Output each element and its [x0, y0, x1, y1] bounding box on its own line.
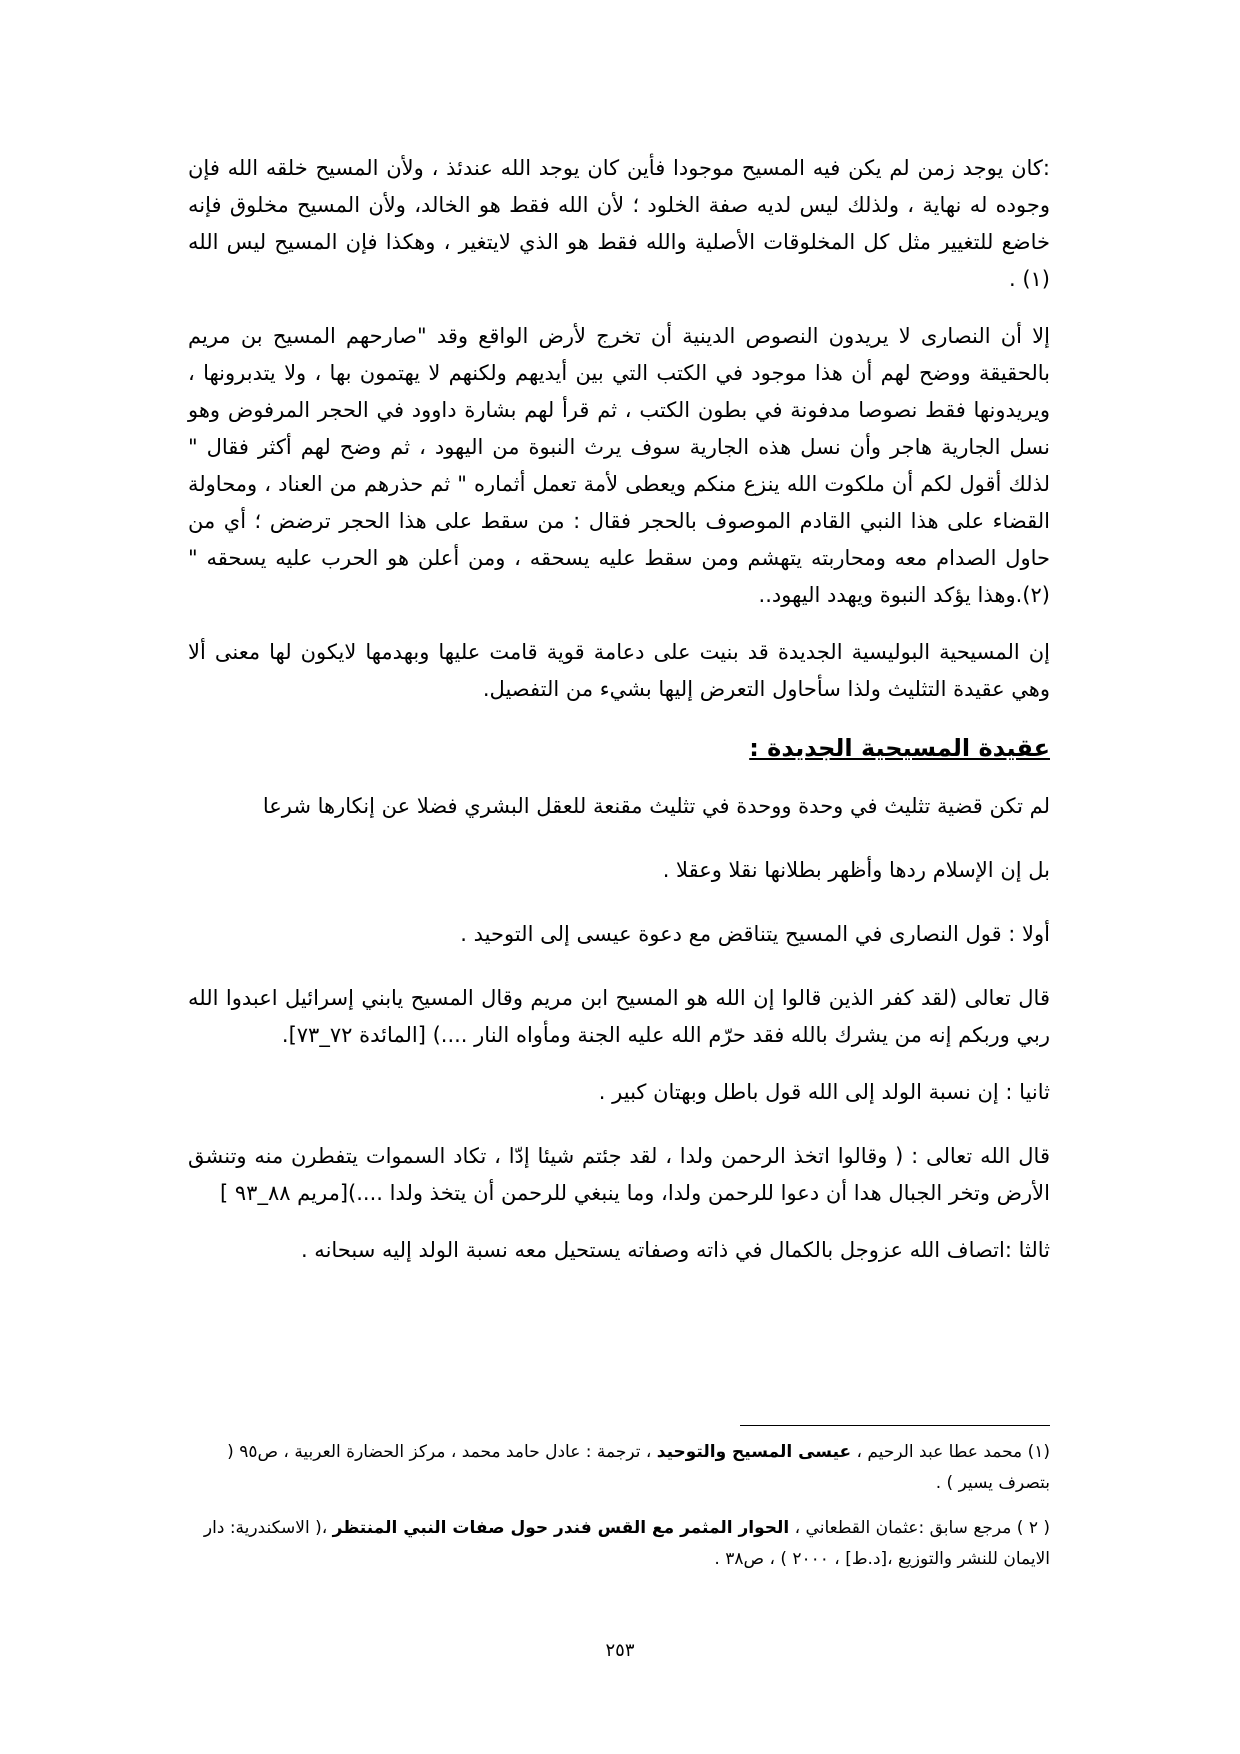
paragraph-5: بل إن الإسلام ردها وأظهر بطلانها نقلا وعقلا . [662, 858, 1050, 882]
main-text [188, 150, 1050, 1289]
footnote-2-author: مرجع سابق :عثمان القطعاني ، [794, 1518, 1012, 1538]
page-number: ٢٥٣ [605, 1640, 635, 1661]
paragraph-7: قال تعالى (لقد كفر الذين قالوا إن الله هو المسيح ابن مريم وقال المسيح يابني إسرائيل اعبدوا الله ربي وربكم إنه من يشرك بالله فقد حرّم الله عليه الجنة ومأواه النار ....) [المائدة ٧٢_٧٣]. [188, 986, 1050, 1047]
footnote-1-rest: ، ترجمة : عادل حامد محمد ، مركز الحضارة العربية ، ص٩٥ ( بتصرف يسير ) . [227, 1442, 1050, 1493]
paragraph-6: أولا : قول النصارى في المسيح يتناقض مع دعوة عيسى إلى التوحيد . [460, 922, 1050, 946]
footnote-1-marker: (١) [1027, 1442, 1050, 1462]
paragraph-1: :كان يوجد زمن لم يكن فيه المسيح موجودا فأين كان يوجد الله عندئذ ، ولأن المسيح خلقه الله فإن وجوده له نهاية ، ولذلك ليس لديه صفة الخلود ؛ لأن الله فقط هو الخالد، ولأن المسيح مخلوق فإنه خاضع للتغيير مثل كل المخلوقات الأصلية والله فقط هو الذي لايتغير ، وهكذا فإن المسيح ليس الله (١) . [188, 156, 1050, 291]
footnote-2 [188, 1513, 1050, 1575]
paragraph-9: قال الله تعالى : ( وقالوا اتخذ الرحمن ولدا ، لقد جئتم شيئا إدّا ، تكاد السموات يتفطرن منه وتنشق الأرض وتخر الجبال هدا أن دعوا للرحمن ولدا، وما ينبغي للرحمن أن يتخذ ولدا ....)[مريم ٨٨_٩٣ ] [188, 1144, 1050, 1205]
paragraph-3: إن المسيحية البوليسية الجديدة قد بنيت على دعامة قوية قامت عليها وبهدمها لايكون لها معنى ألا وهي عقيدة التثليث ولذا سأحاول التعرض إليها بشيء من التفصيل. [188, 640, 1050, 701]
paragraph-10: ثالثا :اتصاف الله عزوجل بالكمال في ذاته وصفاته يستحيل معه نسبة الولد إليه سبحانه . [300, 1238, 1050, 1262]
footnote-1-author: محمد عطا عبد الرحيم ، [856, 1442, 1023, 1462]
footnote-1-title: عيسى المسيح والتوحيد [656, 1442, 852, 1462]
footnote-2-title: الحوار المثمر مع القس فندر حول صفات النبي المنتظر [332, 1518, 790, 1538]
footnote-1 [188, 1437, 1050, 1499]
paragraph-2: إلا أن النصارى لا يريدون النصوص الدينية أن تخرج لأرض الواقع وقد "صارحهم المسيح بن مريم بالحقيقة ووضح لهم أن هذا موجود في الكتب التي بين أيديهم ولكنهم لا يهتمون بها ، ولا يتدبرونها ، ويريدونها فقط نصوصا مدفونة في بطون الكتب ، ثم قرأ لهم بشارة داوود في الحجر المرفوض وهو نسل الجارية هاجر وأن نسل هذه الجارية سوف يرث النبوة من اليهود ، ثم وضح لهم أكثر فقال " لذلك أقول لكم أن ملكوت الله ينزع منكم ويعطى لأمة تعمل أثماره " ثم حذرهم من العناد ، ومحاولة القضاء على هذا النبي القادم الموصوف بالحجر فقال : من سقط على هذا الحجر ترضض ؛ أي من حاول الصدام معه ومحاربته يتهشم ومن سقط عليه يسحقه ، ومن أعلن هو الحرب عليه يسحقه "(٢).وهذا يؤكد النبوة ويهدد اليهود.. [188, 324, 1050, 607]
section-heading: عقيدة المسيحية الجديدة : [749, 734, 1050, 762]
footnotes [188, 1437, 1050, 1589]
paragraph-4: لم تكن قضية تثليث في وحدة ووحدة في تثليث مقنعة للعقل البشري فضلا عن إنكارها شرعا [262, 794, 1050, 818]
footnote-2-rest: ،( الاسكندرية: دار الايمان للنشر والتوزيع ،[د.ط] ، ٢٠٠٠ ) ، ص٣٨ . [203, 1518, 1050, 1569]
paragraph-8: ثانيا : إن نسبة الولد إلى الله قول باطل وبهتان كبير . [598, 1080, 1050, 1104]
footnote-2-marker: ( ٢ ) [1016, 1518, 1050, 1538]
footnote-divider [740, 1425, 1050, 1426]
